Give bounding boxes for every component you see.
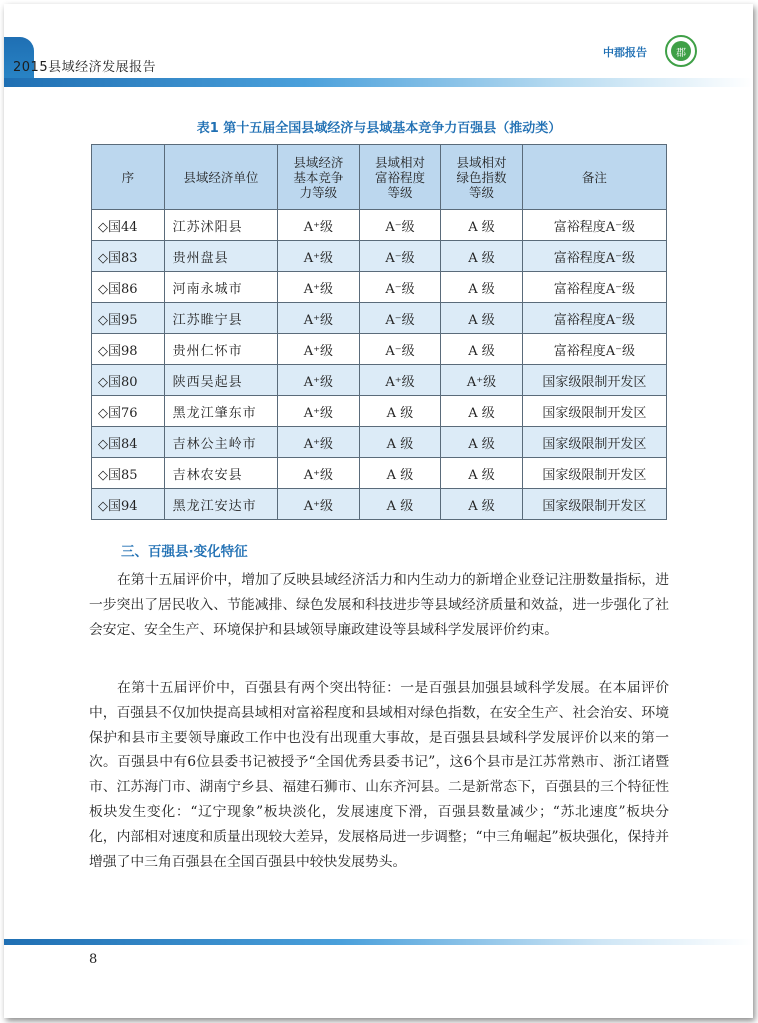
header-brand: 中郡报告 xyxy=(603,46,647,59)
row-basic-grade: A⁺级 xyxy=(278,303,360,334)
row-unit: 贵州仁怀市 xyxy=(164,334,277,365)
header-note: 备注 xyxy=(522,145,666,210)
running-header-title: 2015县域经济发展报告 xyxy=(13,60,157,75)
row-green-grade: A⁺级 xyxy=(441,365,523,396)
row-note: 国家级限制开发区 xyxy=(522,365,666,396)
row-basic-grade: A⁺级 xyxy=(278,489,360,520)
header-basic: 县域经济 基本竞争 力等级 xyxy=(278,145,360,210)
row-rich-grade: A⁻级 xyxy=(359,210,441,241)
row-basic-grade: A⁺级 xyxy=(278,396,360,427)
row-unit: 江苏沭阳县 xyxy=(164,210,277,241)
row-note: 国家级限制开发区 xyxy=(522,396,666,427)
header-rich: 县域相对 富裕程度 等级 xyxy=(359,145,441,210)
row-unit: 江苏睢宁县 xyxy=(164,303,277,334)
logo xyxy=(665,35,697,67)
row-green-grade: A 级 xyxy=(441,396,523,427)
ranking-table xyxy=(91,144,667,520)
row-rich-grade: A⁻级 xyxy=(359,272,441,303)
table-row xyxy=(92,427,667,458)
row-rich-grade: A⁻级 xyxy=(359,334,441,365)
row-seq: ◇国44 xyxy=(92,210,165,241)
row-seq: ◇国84 xyxy=(92,427,165,458)
row-rich-grade: A 级 xyxy=(359,458,441,489)
logo-mark: 郡 xyxy=(671,41,691,61)
table-row xyxy=(92,241,667,272)
paragraph: 在第十五届评价中，百强县有两个突出特征：一是百强县加强县域科学发展。在本届评价中，百强县不仅加快提高县域相对富裕程度和县域相对绿色指数，在安全生产、社会治安、环境保护和县市主要领导廉政工作中也没有出现重大事故，是百强县县域科学发展评价以来的第一次。百强县中有6位县委书记被授予“全国优秀县委书记”，这6个县市是江苏常熟市、浙江诸暨市、江苏海门市、湖南宁乡县、福建石狮市、山东齐河县。二是新常态下，百强县的三个特征性板块发生变化：“辽宁现象”板块淡化，发展速度下滑，百强县数量减少；“苏北速度”板块分化，内部相对速度和质量出现较大差异，发展格局进一步调整；“中三角崛起”板块强化，保持并增强了中三角百强县在全国百强县中较快发展势头。 xyxy=(89,680,669,870)
row-unit: 吉林公主岭市 xyxy=(164,427,277,458)
row-seq: ◇国80 xyxy=(92,365,165,396)
row-green-grade: A 级 xyxy=(441,334,523,365)
row-green-grade: A 级 xyxy=(441,427,523,458)
row-note: 富裕程度A⁻级 xyxy=(522,272,666,303)
row-basic-grade: A⁺级 xyxy=(278,458,360,489)
row-unit: 贵州盘县 xyxy=(164,241,277,272)
row-unit: 黑龙江安达市 xyxy=(164,489,277,520)
row-note: 富裕程度A⁻级 xyxy=(522,210,666,241)
row-basic-grade: A⁺级 xyxy=(278,241,360,272)
table-row xyxy=(92,396,667,427)
row-seq: ◇国95 xyxy=(92,303,165,334)
row-seq: ◇国83 xyxy=(92,241,165,272)
row-seq: ◇国85 xyxy=(92,458,165,489)
row-green-grade: A 级 xyxy=(441,458,523,489)
row-note: 富裕程度A⁻级 xyxy=(522,241,666,272)
row-unit: 河南永城市 xyxy=(164,272,277,303)
table-row xyxy=(92,303,667,334)
table-row xyxy=(92,210,667,241)
header-green: 县域相对 绿色指数 等级 xyxy=(441,145,523,210)
row-rich-grade: A⁺级 xyxy=(359,365,441,396)
header-rule xyxy=(4,78,753,87)
row-basic-grade: A⁺级 xyxy=(278,272,360,303)
row-seq: ◇国76 xyxy=(92,396,165,427)
section-heading: 三、百强县·变化特征 xyxy=(121,544,248,560)
row-basic-grade: A⁺级 xyxy=(278,210,360,241)
row-unit: 陕西吴起县 xyxy=(164,365,277,396)
table-row xyxy=(92,458,667,489)
row-rich-grade: A 级 xyxy=(359,489,441,520)
row-green-grade: A 级 xyxy=(441,489,523,520)
footer-rule xyxy=(4,939,753,945)
table-row xyxy=(92,489,667,520)
row-basic-grade: A⁺级 xyxy=(278,334,360,365)
row-seq: ◇国98 xyxy=(92,334,165,365)
row-seq: ◇国94 xyxy=(92,489,165,520)
row-note: 富裕程度A⁻级 xyxy=(522,334,666,365)
row-green-grade: A 级 xyxy=(441,272,523,303)
row-rich-grade: A⁻级 xyxy=(359,241,441,272)
table-header-row xyxy=(92,145,667,210)
row-unit: 吉林农安县 xyxy=(164,458,277,489)
table-row xyxy=(92,365,667,396)
row-green-grade: A 级 xyxy=(441,241,523,272)
row-note: 富裕程度A⁻级 xyxy=(522,303,666,334)
row-rich-grade: A 级 xyxy=(359,427,441,458)
row-rich-grade: A 级 xyxy=(359,396,441,427)
row-green-grade: A 级 xyxy=(441,210,523,241)
table-row xyxy=(92,272,667,303)
table-row xyxy=(92,334,667,365)
row-seq: ◇国86 xyxy=(92,272,165,303)
paragraph: 在第十五届评价中，增加了反映县域经济活力和内生动力的新增企业登记注册数量指标，进一步突出了居民收入、节能减排、绿色发展和科技进步等县域经济质量和效益，进一步强化了社会安定、安全生产、环境保护和县域领导廉政建设等县域科学发展评价约束。 xyxy=(89,572,669,638)
header-seq: 序 xyxy=(92,145,165,210)
row-basic-grade: A⁺级 xyxy=(278,365,360,396)
row-note: 国家级限制开发区 xyxy=(522,427,666,458)
row-rich-grade: A⁻级 xyxy=(359,303,441,334)
row-note: 国家级限制开发区 xyxy=(522,458,666,489)
page-number: 8 xyxy=(89,952,98,967)
row-green-grade: A 级 xyxy=(441,303,523,334)
row-note: 国家级限制开发区 xyxy=(522,489,666,520)
header-unit: 县域经济单位 xyxy=(164,145,277,210)
row-unit: 黑龙江肇东市 xyxy=(164,396,277,427)
table-title: 表1 第十五届全国县域经济与县域基本竞争力百强县（推动类） xyxy=(196,121,562,136)
row-basic-grade: A⁺级 xyxy=(278,427,360,458)
